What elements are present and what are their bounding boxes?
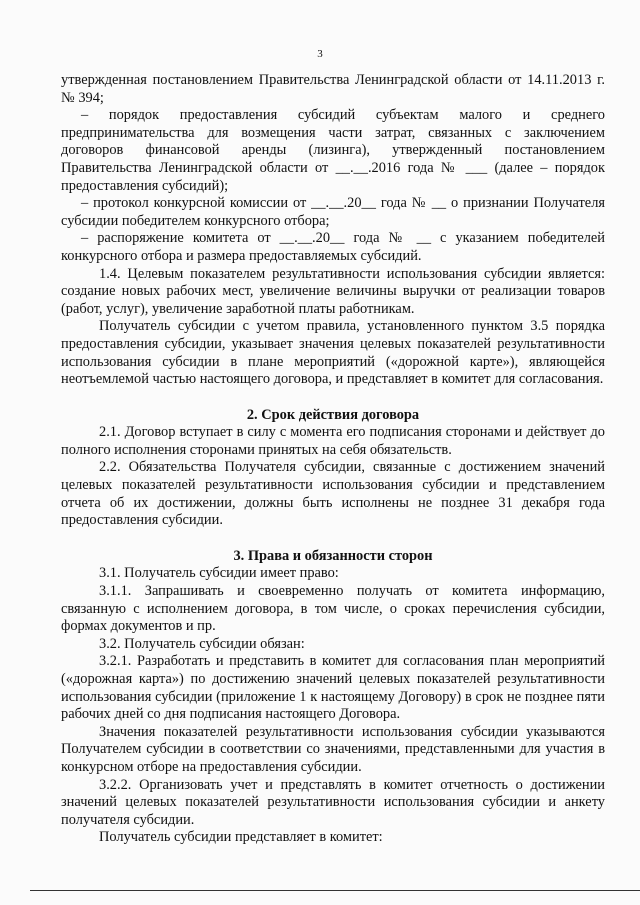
paragraph-1-4: 1.4. Целевым показателем результативности использования субсидии является: создание новых рабочих мест, увеличение величины выручки от реализации товаров (работ, услуг), увеличение заработной платы работникам. bbox=[61, 265, 605, 317]
paragraph-3-2: 3.2. Получатель субсидии обязан: bbox=[99, 635, 305, 652]
page-number: 3 bbox=[317, 48, 323, 60]
section-3-heading: 3. Права и обязанности сторон bbox=[233, 547, 433, 564]
paragraph-3-2-1: 3.2.1. Разработать и представить в комитет для согласования план мероприятий («дорожная карта») по достижению значений целевых показателей результативности использования субсидии (приложение 1 к настоящему Договору) в срок не позднее пяти рабочих дней со дня подписания настоящего Договора. bbox=[61, 653, 605, 723]
paragraph-3-2-2: 3.2.2. Организовать учет и представлять в комитет отчетность о достижении значений целевых показателей результативности использования субсидии и анкету получателя субсидии. bbox=[61, 776, 605, 828]
list-item-protocol: – протокол конкурсной комиссии от __.__.20__ года № __ о признании Получателя субсидии победителем конкурсного отбора; bbox=[61, 195, 605, 229]
paragraph-3-1-1: 3.1.1. Запрашивать и своевременно получать от комитета информацию, связанную с исполнением договора, в том числе, о сроках перечисления субсидии, формах документов и пр. bbox=[61, 583, 605, 635]
list-item-order: – распоряжение комитета от __.__.20__ года № __ с указанием победителей конкурсного отбора и размера предоставляемых субсидий. bbox=[61, 230, 605, 264]
document-body bbox=[61, 72, 605, 847]
list-item-procedure: – порядок предоставления субсидий субъектам малого и среднего предпринимательства для возмещения части затрат, связанных с заключением договоров финансовой аренды (лизинга), утвержденный постановлением Правительства Ленинградской области от __.__.2016 года № ___ (далее – порядок предоставления субсидий); bbox=[61, 107, 605, 194]
page-bottom-line bbox=[30, 890, 640, 891]
paragraph: утвержденная постановлением Правительства Ленинградской области от 14.11.2013 г. № 394; bbox=[61, 72, 605, 106]
paragraph: Значения показателей результативности использования субсидии указываются Получателем субсидии в соответствии со значениями, представленными для участия в конкурсном отборе на предоставления субсидии. bbox=[61, 723, 605, 775]
paragraph-3-1: 3.1. Получатель субсидии имеет право: bbox=[99, 565, 339, 582]
paragraph: Получатель субсидии представляет в комитет: bbox=[99, 829, 383, 846]
paragraph-2-1: 2.1. Договор вступает в силу с момента его подписания сторонами и действует до полного исполнения сторонами принятых на себя обязательств. bbox=[61, 424, 605, 458]
section-2-heading: 2. Срок действия договора bbox=[246, 406, 420, 423]
paragraph: Получатель субсидии с учетом правила, установленного пунктом 3.5 порядка предоставления субсидии, указывает значения целевых показателей результативности использования субсидии в плане мероприятий («дорожной карте»), являющейся неотъемлемой частью настоящего договора, и представляет в комитет для согласования. bbox=[61, 318, 605, 388]
paragraph-2-2: 2.2. Обязательства Получателя субсидии, связанные с достижением значений целевых показателей результативности использования субсидии и представлением отчета об их достижении, должны быть исполнены не позднее 31 декабря года предоставления субсидии. bbox=[61, 459, 605, 529]
